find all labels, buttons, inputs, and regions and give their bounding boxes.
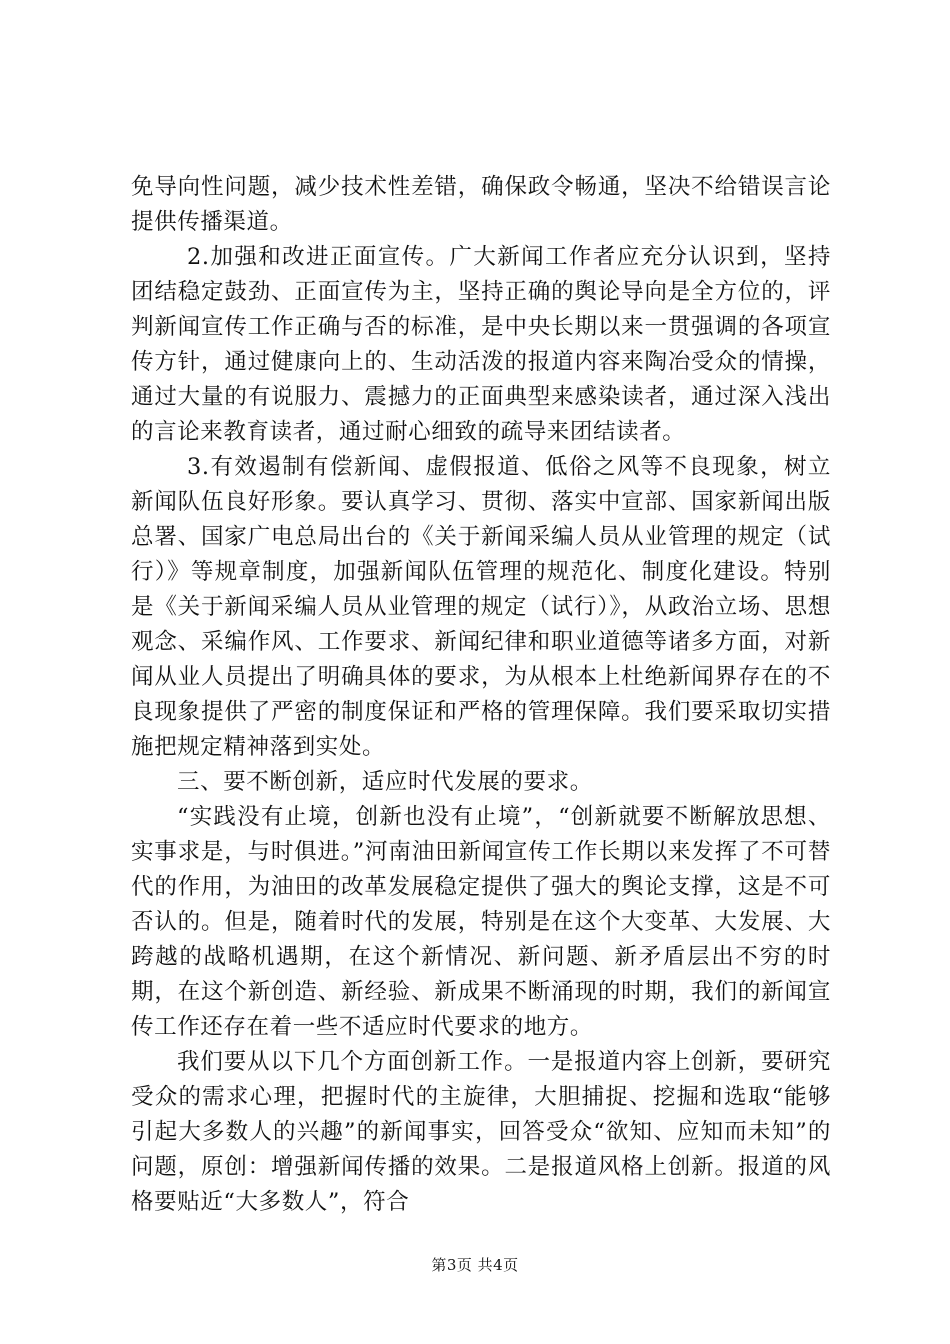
paragraph-item-2: 2.加强和改进正面宣传。广大新闻工作者应充分认识到，坚持团结稳定鼓劲、正面宣传为主，坚持正确的舆论导向是全方位的，评判新闻宣传工作正确与否的标准，是中央长期以来一贯强调的各项宣传方针，通过健康向上的、生动活泼的报道内容来陶冶受众的情操，通过大量的有说服力、震撼力的正面典型来感染读者，通过深入浅出的言论来教育读者，通过耐心细致的疏导来团结读者。 bbox=[131, 244, 831, 445]
section-heading-3: 三、要不断创新，适应时代发展的要求。 bbox=[177, 769, 593, 795]
paragraph-item-3: 3.有效遏制有偿新闻、虚假报道、低俗之风等不良现象，树立新闻队伍良好形象。要认真学习、贯彻、落实中宣部、国家新闻出版总署、国家广电总局出台的《关于新闻采编人员从业管理的规定（试行）》等规章制度，加强新闻队伍管理的规范化、制度化建设。特别是《关于新闻采编人员从业管理的规定（试行）》，从政治立场、思想观念、采编作风、工作要求、新闻纪律和职业道德等诸多方面，对新闻从业人员提出了明确具体的要求，为从根本上杜绝新闻界存在的不良现象提供了严密的制度保证和严格的管理保障。我们要采取切实措施把规定精神落到实处。 bbox=[131, 454, 831, 760]
paragraph-innovation-aspects: 我们要从以下几个方面创新工作。一是报道内容上创新，要研究受众的需求心理，把握时代的主旋律，大胆捕捉、挖掘和选取“能够引起大多数人的兴趣”的新闻事实，回答受众“欲知、应知而未知”的问题，原创：增强新闻传播的效果。二是报道风格上创新。报道的风格要贴近“大多数人”，符合 bbox=[131, 1049, 831, 1215]
page-number-footer: 第3页 共4页 bbox=[431, 1256, 519, 1274]
paragraph-innovation-intro: “实践没有止境，创新也没有止境”，“创新就要不断解放思想、实事求是，与时俱进。”河南油田新闻宣传工作长期以来发挥了不可替代的作用，为油田的改革发展稳定提供了强大的舆论支撑，这是不可否认的。但是，随着时代的发展，特别是在这个大变革、大发展、大跨越的战略机遇期，在这个新情况、新问题、新矛盾层出不穷的时期，在这个新创造、新经验、新成果不断涌现的时期，我们的新闻宣传工作还存在着一些不适应时代要求的地方。 bbox=[131, 804, 831, 1040]
document-body bbox=[131, 170, 831, 1220]
paragraph-continuation: 免导向性问题，减少技术性差错，确保政令畅通，坚决不给错误言论提供传播渠道。 bbox=[131, 174, 831, 235]
